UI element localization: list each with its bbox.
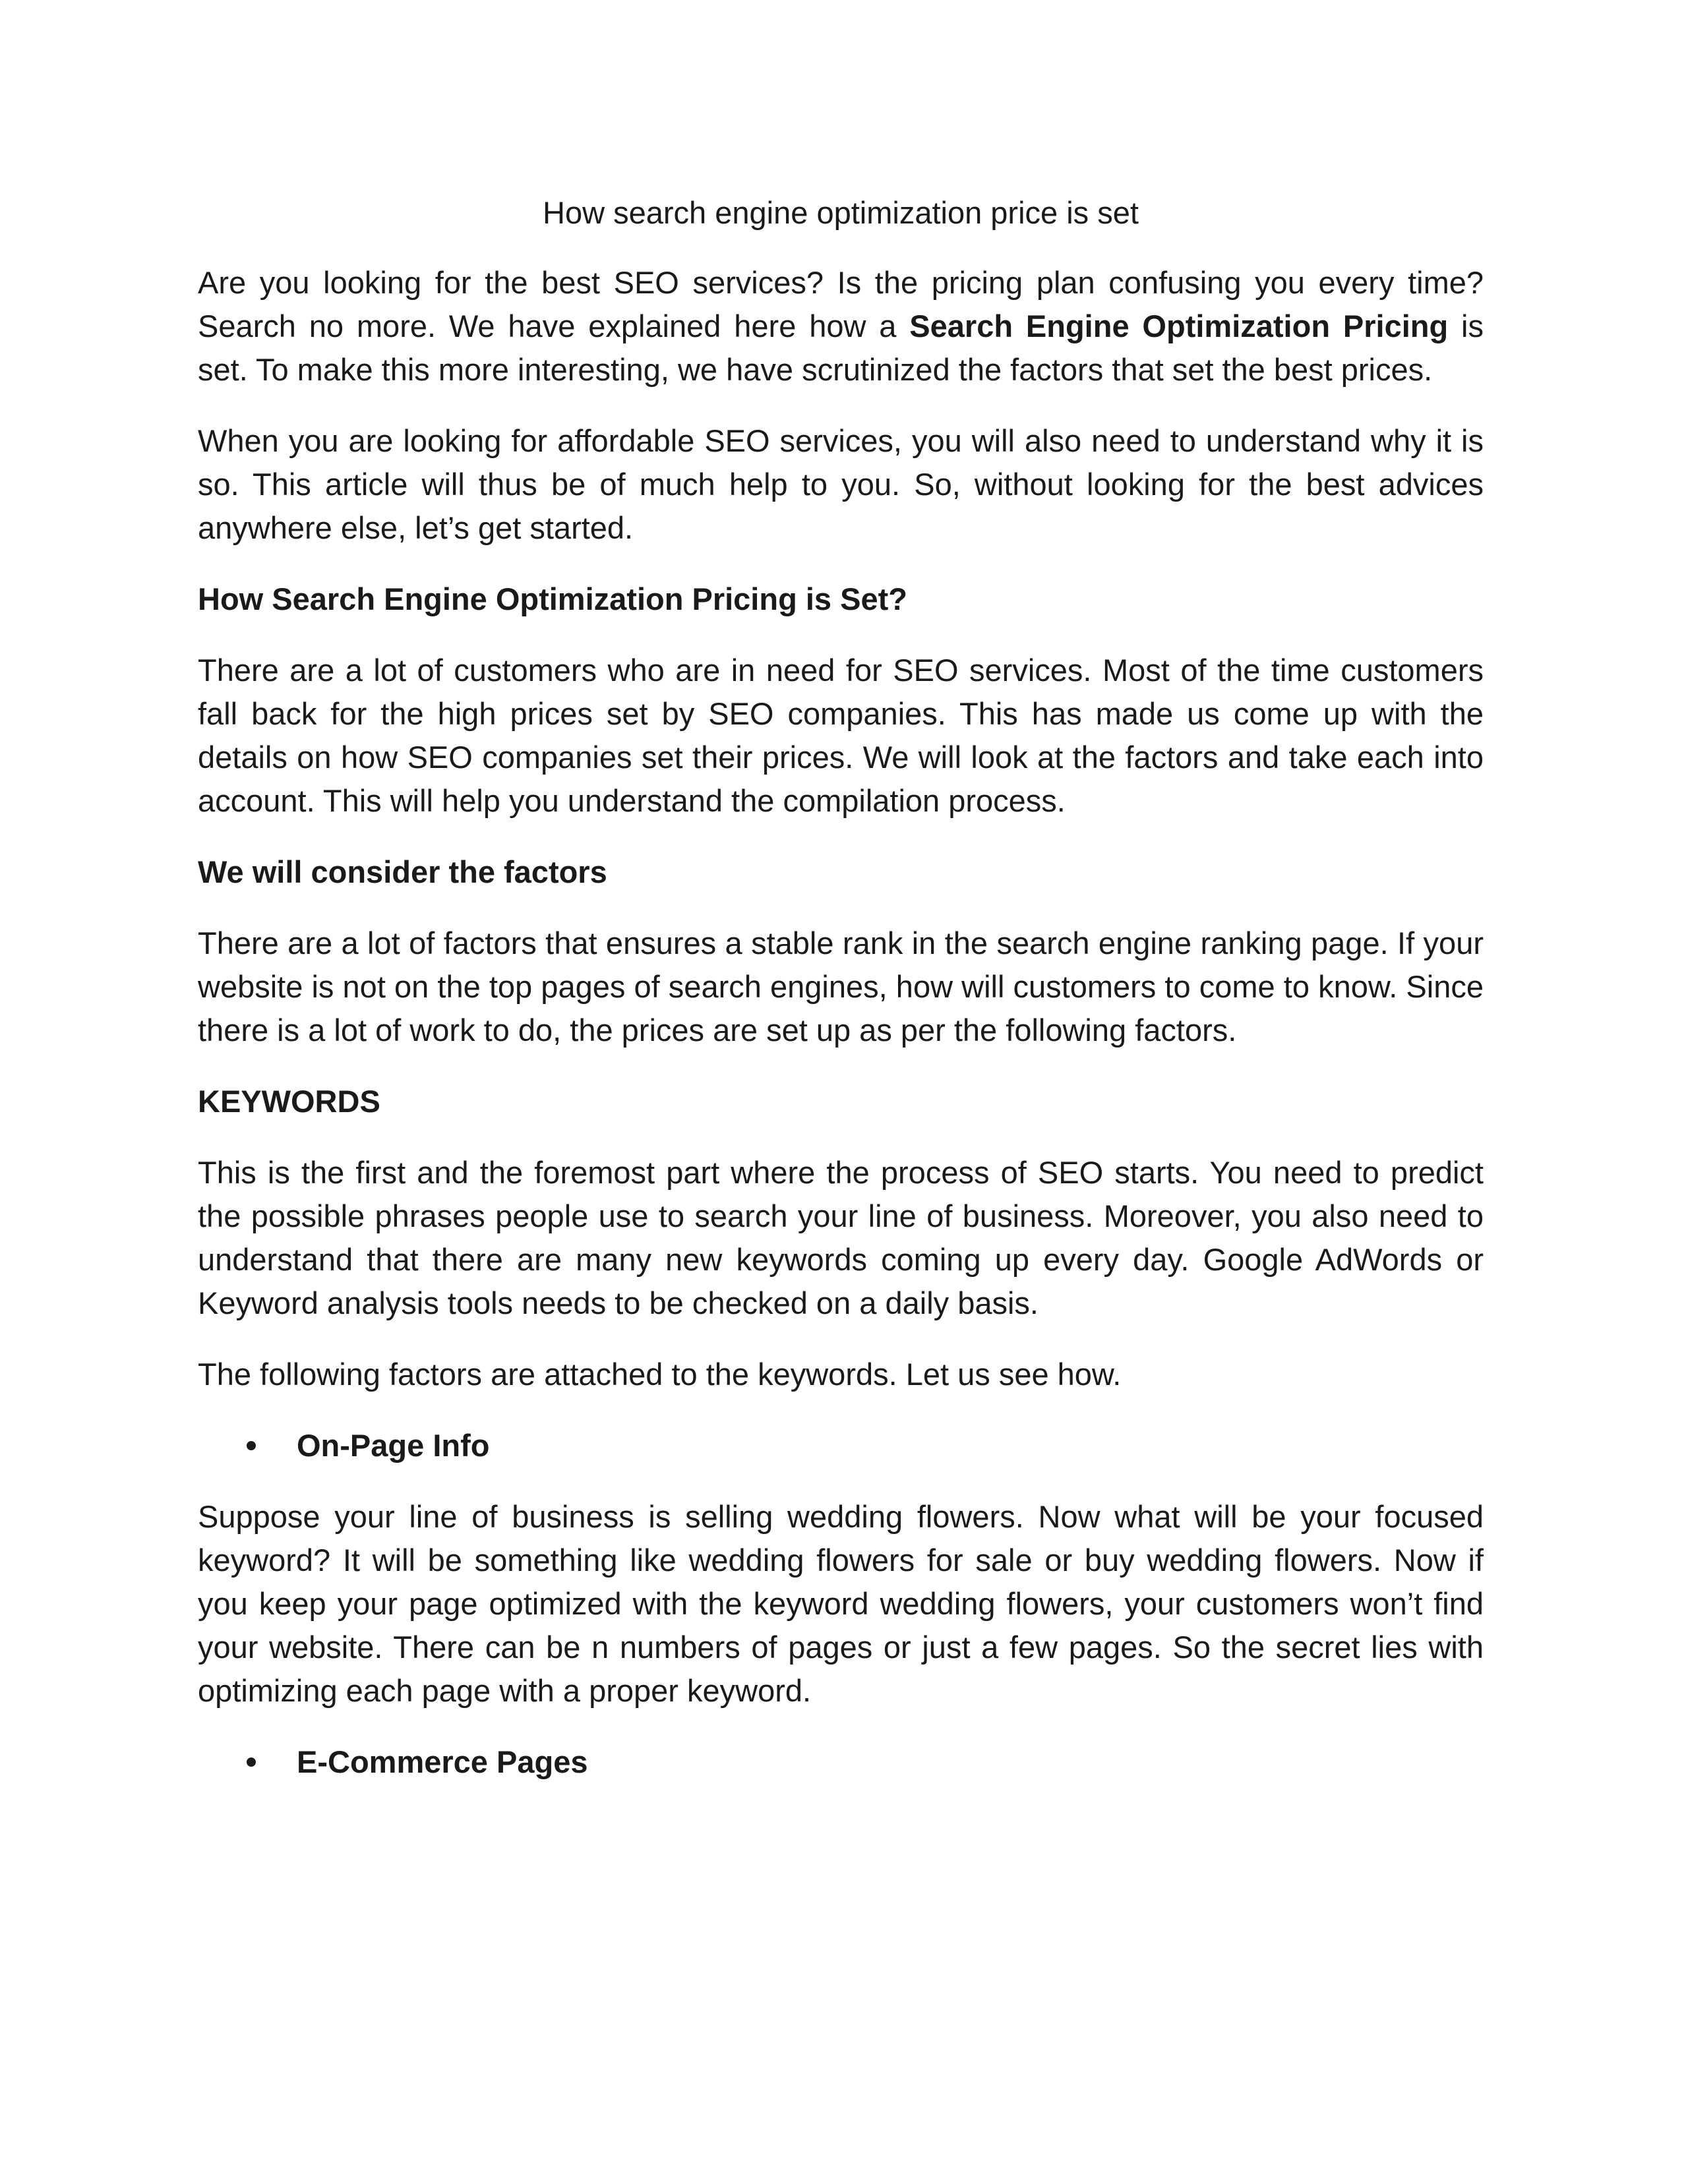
- bullet-label: E-Commerce Pages: [297, 1744, 588, 1779]
- document-page: [198, 191, 1484, 1812]
- heading-pricing-set: How Search Engine Optimization Pricing is Set?: [198, 581, 907, 616]
- paragraph-wedding-flowers: Suppose your line of business is selling wedding flowers. Now what will be your focused keyword? It will be something like wedding flowers for sale or buy wedding flowers. Now if you keep your page optimized with the keyword wedding flowers, your customers won’t find your website. There can be n numbers of pages or just a few pages. So the secret lies with optimizing each page with a proper keyword.: [198, 1499, 1484, 1708]
- bullet-label: On-Page Info: [297, 1428, 490, 1463]
- bullet-on-page-info: [198, 1424, 1484, 1467]
- intro-text-after: is set. To make this more interesting, we have scrutinized the factors that set the best prices.: [198, 309, 1484, 387]
- intro-bold-phrase: Search Engine Optimization Pricing: [909, 309, 1449, 343]
- bullet-ecommerce-pages: [198, 1740, 1484, 1784]
- paragraph-factors: There are a lot of factors that ensures a stable rank in the search engine ranking page. If your website is not on the top pages of search engines, how will customers to come to know. Since there is a lot of work to do, the prices are set up as per the following factors.: [198, 926, 1484, 1048]
- heading-keywords: KEYWORDS: [198, 1084, 380, 1119]
- bullet-dot-icon: [247, 1441, 256, 1450]
- document-title: How search engine optimization price is set: [543, 195, 1139, 230]
- paragraph-affordable-seo: When you are looking for affordable SEO services, you will also need to understand why it is so. This article will thus be of much help to you. So, without looking for the best advices anywhere else, let’s get started.: [198, 423, 1484, 545]
- intro-text-before: Are you looking for the best SEO services? Is the pricing plan confusing you every time? Search no more. We have explained here how a: [198, 265, 1484, 343]
- paragraph-customers: There are a lot of customers who are in need for SEO services. Most of the time customers fall back for the high prices set by SEO companies. This has made us come up with the details on how SEO companies set their prices. We will look at the factors and take each into account. This will help you understand the compilation process.: [198, 653, 1484, 818]
- paragraph-keywords: This is the first and the foremost part where the process of SEO starts. You need to predict the possible phrases people use to search your line of business. Moreover, you also need to understand that there are many new keywords coming up every day. Google AdWords or Keyword analysis tools needs to be checked on a daily basis.: [198, 1155, 1484, 1320]
- intro-paragraph: [198, 261, 1484, 392]
- bullet-dot-icon: [247, 1757, 256, 1767]
- heading-consider-factors: We will consider the factors: [198, 854, 607, 889]
- paragraph-following-factors: The following factors are attached to the keywords. Let us see how.: [198, 1357, 1122, 1392]
